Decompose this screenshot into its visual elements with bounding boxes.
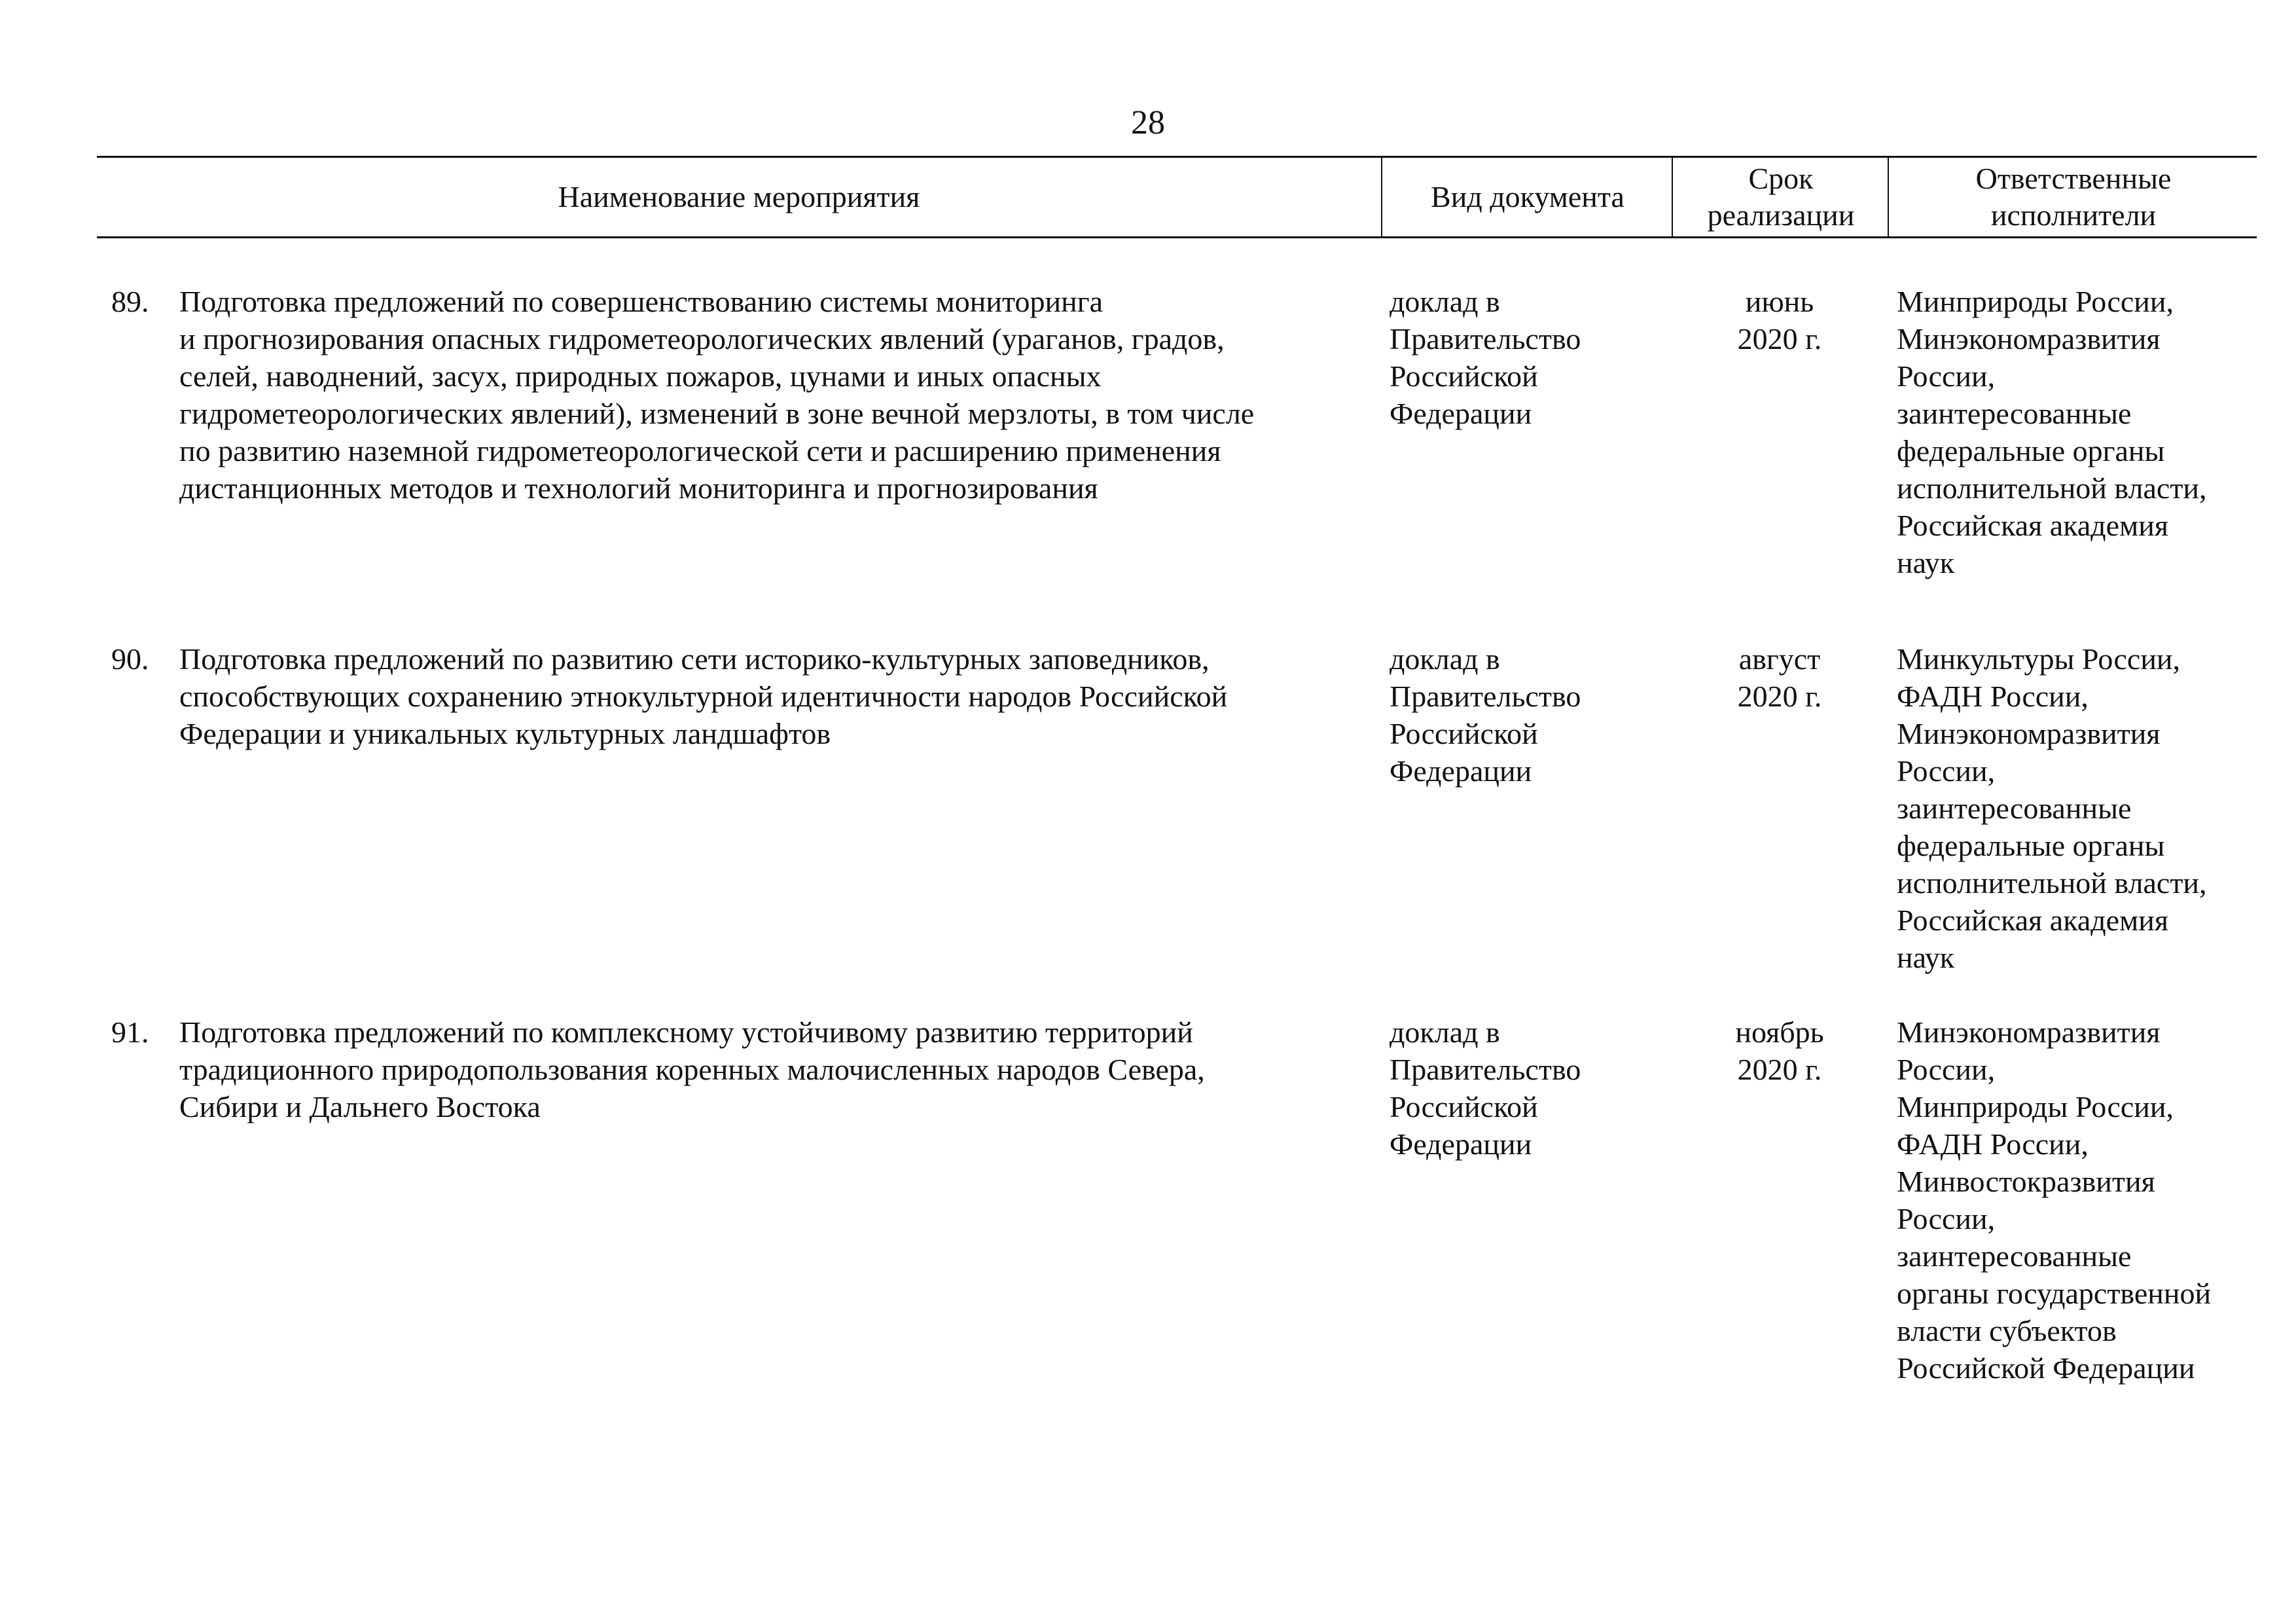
row-resp-line: федеральные органы <box>1897 829 2165 862</box>
row-doc-type <box>1390 640 1664 790</box>
row-resp-line: заинтересованные <box>1897 397 2132 430</box>
row-resp-line: Минэкономразвития <box>1897 322 2161 356</box>
header-resp-line2: исполнители <box>1990 198 2157 232</box>
row-term-line: ноябрь <box>1735 1015 1824 1049</box>
header-term-line1: Срок <box>1748 162 1814 195</box>
row-name-line: традиционного природопользования коренных малочисленных народов Севера, <box>179 1053 1205 1086</box>
row-term <box>1672 283 1888 357</box>
row-name-line: Подготовка предложений по совершенствованию системы мониторинга <box>179 285 1103 318</box>
row-name-line: по развитию наземной гидрометеорологической сети и расширению применения <box>179 434 1221 467</box>
row-term-line: июнь <box>1745 285 1814 318</box>
table-row <box>97 1013 2257 1406</box>
row-resp-line: Российская академия <box>1897 509 2168 542</box>
row-name-line: и прогнозирования опасных гидрометеорологических явлений (ураганов, градов, <box>179 322 1225 356</box>
row-resp-line: исполнительной власти, <box>1897 866 2207 900</box>
row-resp-line: наук <box>1897 546 1955 579</box>
row-resp-line: Минприроды России, <box>1897 285 2174 318</box>
header-doc-type-label: Вид документа <box>1431 180 1624 213</box>
header-name <box>97 158 1381 236</box>
row-name-line: гидрометеорологических явлений), изменений в зоне вечной мерзлоты, в том числе <box>179 397 1255 430</box>
row-term-line: 2020 г. <box>1737 1053 1822 1086</box>
header-term-line2: реализации <box>1707 198 1855 232</box>
row-name-line: селей, наводнений, засух, природных пожаров, цунами и иных опасных <box>179 359 1102 393</box>
row-resp-line: власти субъектов <box>1897 1314 2117 1347</box>
header-name-label: Наименование мероприятия <box>558 180 920 213</box>
row-resp-line: Российской Федерации <box>1897 1351 2195 1385</box>
row-term-line: август <box>1738 642 1821 676</box>
row-resp-line: ФАДН России, <box>1897 680 2089 713</box>
row-term-line: 2020 г. <box>1737 680 1822 713</box>
row-name <box>179 1013 1377 1125</box>
row-doc-type <box>1390 1013 1664 1163</box>
row-responsible <box>1897 1013 2257 1387</box>
row-doc-line: Правительство <box>1390 1053 1581 1086</box>
header-term <box>1672 158 1889 236</box>
table-row <box>97 283 2257 640</box>
row-resp-line: исполнительной власти, <box>1897 471 2207 505</box>
header-responsible <box>1888 158 2258 236</box>
row-doc-line: Российской <box>1390 717 1538 750</box>
row-resp-line: органы государственной <box>1897 1277 2212 1310</box>
row-name-line: дистанционных методов и технологий мониторинга и прогнозирования <box>179 471 1098 505</box>
page-number: 28 <box>1131 104 1165 141</box>
row-name-line: Подготовка предложений по комплексному устойчивому развитию территорий <box>179 1015 1193 1049</box>
row-doc-line: Федерации <box>1390 754 1532 788</box>
row-resp-line: Минкультуры России, <box>1897 642 2181 676</box>
row-doc-type <box>1390 283 1664 432</box>
row-term <box>1672 1013 1888 1088</box>
row-responsible <box>1897 283 2257 581</box>
row-resp-line: Минэкономразвития <box>1897 717 2161 750</box>
row-resp-line: заинтересованные <box>1897 1239 2132 1273</box>
row-resp-line: России, <box>1897 754 1996 788</box>
row-doc-line: доклад в <box>1390 285 1500 318</box>
row-resp-line: ФАДН России, <box>1897 1127 2089 1161</box>
header-resp-line1: Ответственные <box>1975 162 2172 195</box>
row-resp-line: России, <box>1897 1053 1996 1086</box>
row-responsible <box>1897 640 2257 976</box>
row-name-line: Федерации и уникальных культурных ландшафтов <box>179 717 831 750</box>
measures-table <box>97 156 2257 1406</box>
row-resp-line: Минэкономразвития <box>1897 1015 2161 1049</box>
row-resp-line: федеральные органы <box>1897 434 2165 467</box>
row-doc-line: Федерации <box>1390 397 1532 430</box>
row-term <box>1672 640 1888 715</box>
row-name <box>179 640 1377 752</box>
row-resp-line: Российская академия <box>1897 903 2168 937</box>
row-doc-line: доклад в <box>1390 642 1500 676</box>
row-doc-line: Правительство <box>1390 322 1581 356</box>
row-resp-line: России, <box>1897 1202 1996 1235</box>
row-resp-line: заинтересованные <box>1897 792 2132 825</box>
row-doc-line: Правительство <box>1390 680 1581 713</box>
table-row <box>97 640 2257 1013</box>
row-term-line: 2020 г. <box>1737 322 1822 356</box>
row-doc-line: Российской <box>1390 1090 1538 1123</box>
row-doc-line: Федерации <box>1390 1127 1532 1161</box>
row-resp-line: Минвостокразвития <box>1897 1165 2155 1198</box>
row-resp-line: наук <box>1897 941 1955 974</box>
row-doc-line: Российской <box>1390 359 1538 393</box>
row-number: 91. <box>111 1015 149 1049</box>
row-name-line: Подготовка предложений по развитию сети историко-культурных заповедников, <box>179 642 1210 676</box>
row-number: 90. <box>111 642 149 676</box>
header-doc-type <box>1381 158 1673 236</box>
row-doc-line: доклад в <box>1390 1015 1500 1049</box>
row-resp-line: Минприроды России, <box>1897 1090 2174 1123</box>
row-name <box>179 283 1377 507</box>
row-number: 89. <box>111 285 149 318</box>
table-header <box>97 156 2257 238</box>
row-name-line: Сибири и Дальнего Востока <box>179 1090 541 1123</box>
row-resp-line: России, <box>1897 359 1996 393</box>
row-name-line: способствующих сохранению этнокультурной идентичности народов Российской <box>179 680 1228 713</box>
